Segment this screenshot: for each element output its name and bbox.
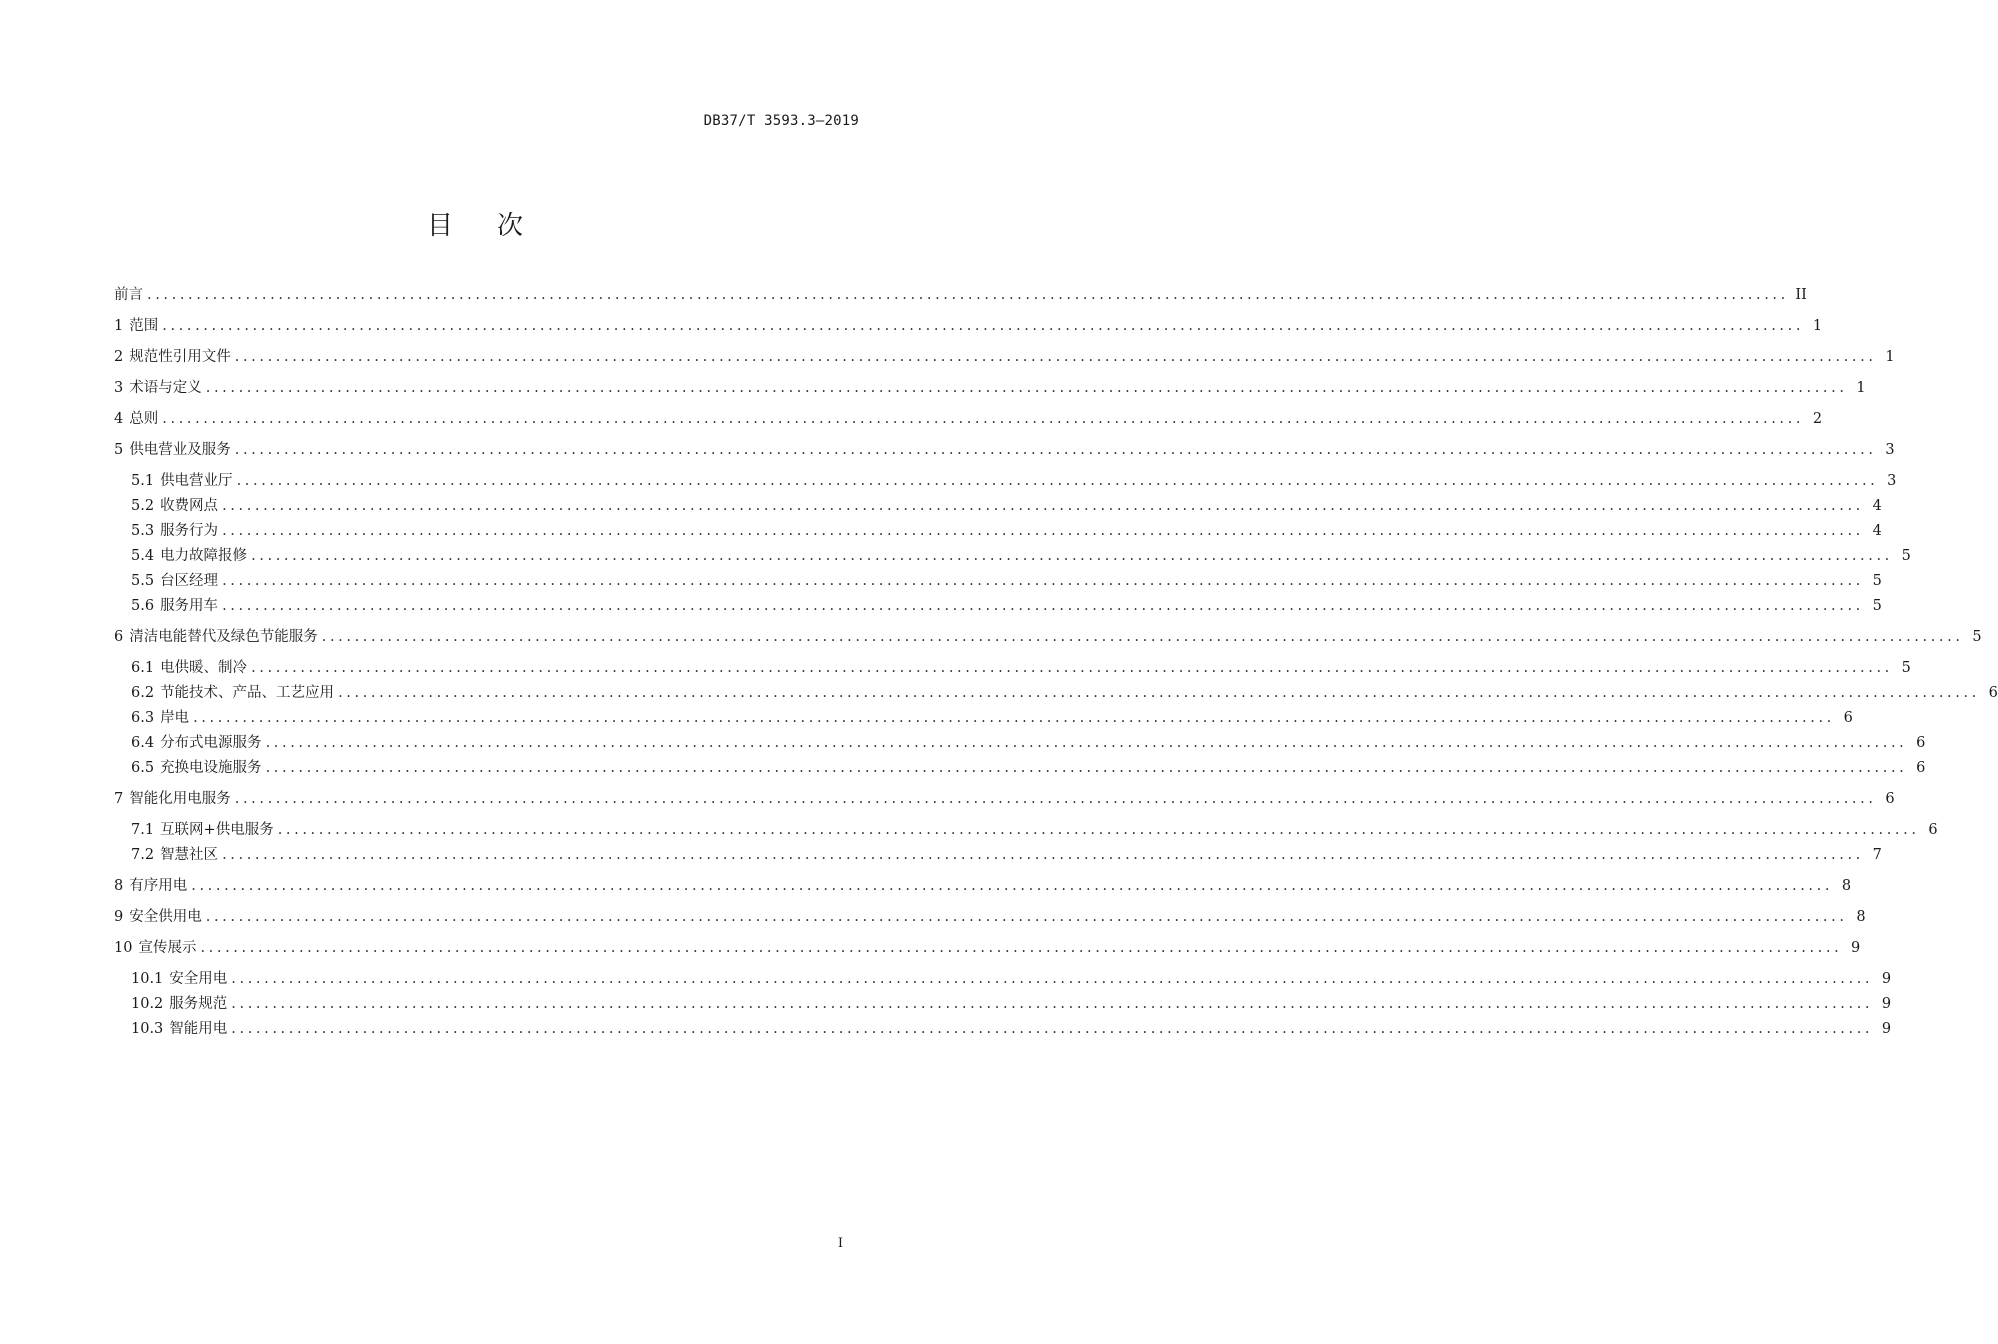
toc-entry[interactable] bbox=[114, 521, 1882, 541]
toc-entry-number: 5.4 bbox=[131, 548, 155, 564]
toc-leader-dots: ........................................................................................................................................................................................................ bbox=[193, 710, 1835, 726]
toc-leader-dots: ........................................................................................................................................................................................................ bbox=[147, 287, 1789, 303]
toc-entry-title: 分布式电源服务 bbox=[160, 735, 262, 751]
toc-entry-title: 供电营业及服务 bbox=[129, 442, 231, 458]
toc-entry[interactable] bbox=[114, 546, 1911, 566]
toc-entry-page: 9 bbox=[1881, 996, 1892, 1012]
toc-entry-number: 10 bbox=[114, 940, 133, 956]
toc-entry-number: 5.5 bbox=[131, 573, 155, 589]
toc-entry-number: 6 bbox=[114, 629, 124, 645]
toc-entry-title: 互联网+供电服务 bbox=[160, 822, 274, 838]
toc-entry-title: 智能化用电服务 bbox=[129, 791, 231, 807]
toc-entry[interactable] bbox=[114, 907, 1866, 927]
toc-entry[interactable] bbox=[114, 347, 1895, 367]
toc-entry-title: 充换电设施服务 bbox=[160, 760, 262, 776]
toc-entry-title: 安全用电 bbox=[169, 971, 228, 987]
toc-entry[interactable] bbox=[114, 969, 1892, 989]
toc-entry-title: 收费网点 bbox=[160, 498, 219, 514]
toc-entry-number: 5.3 bbox=[131, 523, 155, 539]
toc-entry-title: 服务行为 bbox=[160, 523, 219, 539]
toc-entry-label bbox=[114, 907, 202, 927]
toc-entry-label bbox=[114, 285, 143, 305]
toc-entry-page: 7 bbox=[1872, 847, 1882, 863]
toc-entry-number: 9 bbox=[114, 909, 124, 925]
toc-entry[interactable] bbox=[114, 658, 1911, 678]
toc-entry-number: 5.2 bbox=[131, 498, 155, 514]
toc-entry-label bbox=[131, 820, 274, 840]
toc-entry-page: 5 bbox=[1872, 598, 1882, 614]
toc-entry-number: 6.5 bbox=[131, 760, 155, 776]
toc-entry-page: 6 bbox=[1916, 760, 1926, 776]
toc-entry-page: 1 bbox=[1856, 380, 1866, 396]
toc-entry-label bbox=[114, 789, 231, 809]
toc-entry-label bbox=[131, 571, 218, 591]
toc-entry-label bbox=[131, 496, 218, 516]
toc-leader-dots: ........................................................................................................................................................................................................ bbox=[222, 573, 1864, 589]
toc-leader-dots: ........................................................................................................................................................................................................ bbox=[277, 822, 1920, 838]
toc-entry-number: 5.6 bbox=[131, 598, 155, 614]
toc-entry-number: 5 bbox=[114, 442, 124, 458]
toc-entry-number: 4 bbox=[114, 411, 124, 427]
toc-entry[interactable] bbox=[114, 708, 1853, 728]
toc-entry-page: 9 bbox=[1881, 1021, 1892, 1037]
toc-entry-page: 3 bbox=[1887, 473, 1897, 489]
toc-leader-dots: ........................................................................................................................................................................................................ bbox=[265, 735, 1908, 751]
toc-entry[interactable] bbox=[114, 285, 1807, 305]
toc-entry-page: 8 bbox=[1856, 909, 1866, 925]
toc-entry-page: 3 bbox=[1885, 442, 1895, 458]
toc-entry-number: 5.1 bbox=[131, 473, 155, 489]
toc-entry[interactable] bbox=[114, 596, 1882, 616]
toc-entry-number: 3 bbox=[114, 380, 124, 396]
toc-entry-label bbox=[114, 876, 187, 896]
toc-entry-page: 6 bbox=[1928, 822, 1938, 838]
toc-entry-title: 前言 bbox=[114, 287, 143, 303]
toc-entry-number: 1 bbox=[114, 318, 124, 334]
toc-leader-dots: ........................................................................................................................................................................................................ bbox=[231, 996, 1874, 1012]
toc-entry[interactable] bbox=[114, 627, 1982, 647]
toc-entry-title: 岸电 bbox=[160, 710, 190, 726]
toc-entry-title: 安全供用电 bbox=[129, 909, 202, 925]
toc-entry-title: 智能用电 bbox=[169, 1021, 228, 1037]
toc-entry-label bbox=[114, 347, 231, 367]
toc-entry-label bbox=[131, 708, 189, 728]
toc-leader-dots: ........................................................................................................................................................................................................ bbox=[162, 411, 1805, 427]
toc-leader-dots: ........................................................................................................................................................................................................ bbox=[222, 523, 1864, 539]
document-code: DB37/T 3593.3—2019 bbox=[703, 113, 859, 129]
toc-entry-number: 8 bbox=[114, 878, 124, 894]
toc-entry[interactable] bbox=[114, 758, 1926, 778]
toc-entry[interactable] bbox=[114, 316, 1823, 336]
toc-entry-title: 总则 bbox=[129, 411, 159, 427]
toc-entry-page: 4 bbox=[1872, 498, 1882, 514]
toc-leader-dots: ........................................................................................................................................................................................................ bbox=[234, 349, 1877, 365]
toc-entry-number: 6.3 bbox=[131, 710, 155, 726]
toc-entry-label bbox=[131, 758, 262, 778]
toc-entry[interactable] bbox=[114, 938, 1861, 958]
toc-entry-label bbox=[131, 733, 262, 753]
toc-entry-label bbox=[114, 440, 231, 460]
toc-leader-dots: ........................................................................................................................................................................................................ bbox=[251, 660, 1893, 676]
toc-entry-title: 电供暖、制冷 bbox=[160, 660, 248, 676]
toc-leader-dots: ........................................................................................................................................................................................................ bbox=[231, 971, 1874, 987]
toc-leader-dots: ........................................................................................................................................................................................................ bbox=[236, 473, 1879, 489]
toc-entry-page: 9 bbox=[1881, 971, 1892, 987]
toc-leader-dots: ........................................................................................................................................................................................................ bbox=[222, 598, 1864, 614]
toc-entry-title: 规范性引用文件 bbox=[129, 349, 231, 365]
toc-leader-dots: ........................................................................................................................................................................................................ bbox=[338, 685, 1980, 701]
toc-entry-label bbox=[114, 938, 196, 958]
toc-entry-page: 9 bbox=[1851, 940, 1861, 956]
toc-leader-dots: ........................................................................................................................................................................................................ bbox=[191, 878, 1834, 894]
toc-entry-number: 10.3 bbox=[131, 1021, 164, 1037]
toc-entry[interactable] bbox=[114, 994, 1892, 1014]
toc-leader-dots: ........................................................................................................................................................................................................ bbox=[234, 442, 1877, 458]
toc-entry-label bbox=[131, 1019, 227, 1039]
toc-leader-dots: ........................................................................................................................................................................................................ bbox=[321, 629, 1964, 645]
toc-entry-page: 6 bbox=[1988, 685, 1998, 701]
toc-entry-label bbox=[131, 845, 218, 865]
toc-leader-dots: ........................................................................................................................................................................................................ bbox=[205, 909, 1848, 925]
toc-leader-dots: ........................................................................................................................................................................................................ bbox=[222, 498, 1864, 514]
toc-entry-title: 服务用车 bbox=[160, 598, 219, 614]
toc-entry-label bbox=[131, 546, 247, 566]
toc-leader-dots: ........................................................................................................................................................................................................ bbox=[234, 791, 1877, 807]
toc-entry-title: 台区经理 bbox=[160, 573, 219, 589]
toc-entry[interactable] bbox=[114, 378, 1866, 398]
toc-entry-label bbox=[131, 994, 227, 1014]
toc-entry-label bbox=[131, 596, 218, 616]
toc-leader-dots: ........................................................................................................................................................................................................ bbox=[231, 1021, 1874, 1037]
toc-entry[interactable] bbox=[114, 1019, 1892, 1039]
toc-entry-label bbox=[131, 658, 247, 678]
toc-entry-number: 10.2 bbox=[131, 996, 164, 1012]
toc-entry-number: 7.2 bbox=[131, 847, 155, 863]
toc-leader-dots: ........................................................................................................................................................................................................ bbox=[265, 760, 1908, 776]
toc-entry-page: 2 bbox=[1812, 411, 1823, 427]
toc-entry[interactable] bbox=[114, 683, 1998, 703]
toc-entry-label bbox=[114, 378, 202, 398]
toc-leader-dots: ........................................................................................................................................................................................................ bbox=[251, 548, 1893, 564]
toc-entry-page: 8 bbox=[1841, 878, 1852, 894]
toc-entry-title: 服务规范 bbox=[169, 996, 228, 1012]
toc-leader-dots: ........................................................................................................................................................................................................ bbox=[222, 847, 1864, 863]
toc-leader-dots: ........................................................................................................................................................................................................ bbox=[162, 318, 1805, 334]
toc-entry-page: 5 bbox=[1972, 629, 1982, 645]
toc-entry[interactable] bbox=[114, 496, 1882, 516]
toc-entry[interactable] bbox=[114, 471, 1897, 491]
toc-entry-title: 宣传展示 bbox=[138, 940, 197, 956]
toc-entry-label bbox=[114, 316, 158, 336]
toc-entry-label bbox=[131, 683, 334, 703]
toc-entry-page: 5 bbox=[1872, 573, 1882, 589]
toc-entry-number: 10.1 bbox=[131, 971, 164, 987]
toc-entry[interactable] bbox=[114, 571, 1882, 591]
toc-entry-number: 6.1 bbox=[131, 660, 155, 676]
toc-entry[interactable] bbox=[114, 820, 1938, 840]
toc-entry-title: 范围 bbox=[129, 318, 159, 334]
toc-entry-label bbox=[114, 627, 318, 647]
toc-entry-number: 6.2 bbox=[131, 685, 155, 701]
page-number: I bbox=[837, 1236, 843, 1251]
toc-entry-title: 智慧社区 bbox=[160, 847, 219, 863]
toc-entry[interactable] bbox=[114, 789, 1895, 809]
toc-entry-label bbox=[131, 521, 218, 541]
toc-entry-label bbox=[131, 969, 227, 989]
toc-leader-dots: ........................................................................................................................................................................................................ bbox=[205, 380, 1848, 396]
toc-leader-dots: ........................................................................................................................................................................................................ bbox=[200, 940, 1843, 956]
toc-entry[interactable] bbox=[114, 440, 1895, 460]
toc-entry-label bbox=[131, 471, 233, 491]
toc-entry-label bbox=[114, 409, 158, 429]
toc-entry-page: 5 bbox=[1901, 548, 1911, 564]
toc-entry-number: 7.1 bbox=[131, 822, 155, 838]
toc-entry-page: 4 bbox=[1872, 523, 1882, 539]
toc-entry-page: II bbox=[1795, 287, 1807, 303]
toc-entry-title: 术语与定义 bbox=[129, 380, 202, 396]
toc-entry-title: 有序用电 bbox=[129, 878, 188, 894]
toc-entry-title: 清洁电能替代及绿色节能服务 bbox=[129, 629, 318, 645]
toc-entry-page: 1 bbox=[1885, 349, 1895, 365]
toc-entry[interactable] bbox=[114, 876, 1852, 896]
toc-entry-page: 6 bbox=[1843, 710, 1853, 726]
page-title: 目次 bbox=[426, 211, 567, 241]
toc-entry-number: 2 bbox=[114, 349, 124, 365]
toc-entry[interactable] bbox=[114, 409, 1823, 429]
toc-entry-page: 6 bbox=[1916, 735, 1926, 751]
toc-entry-number: 7 bbox=[114, 791, 124, 807]
toc-entry-title: 节能技术、产品、工艺应用 bbox=[160, 685, 335, 701]
toc-entry-page: 6 bbox=[1885, 791, 1895, 807]
toc-entry[interactable] bbox=[114, 733, 1926, 753]
toc-entry-page: 1 bbox=[1812, 318, 1823, 334]
toc-entry[interactable] bbox=[114, 845, 1882, 865]
toc-entry-title: 电力故障报修 bbox=[160, 548, 248, 564]
toc-entry-number: 6.4 bbox=[131, 735, 155, 751]
toc-entry-page: 5 bbox=[1901, 660, 1911, 676]
table-of-contents bbox=[114, 285, 1998, 1039]
toc-entry-title: 供电营业厅 bbox=[160, 473, 233, 489]
